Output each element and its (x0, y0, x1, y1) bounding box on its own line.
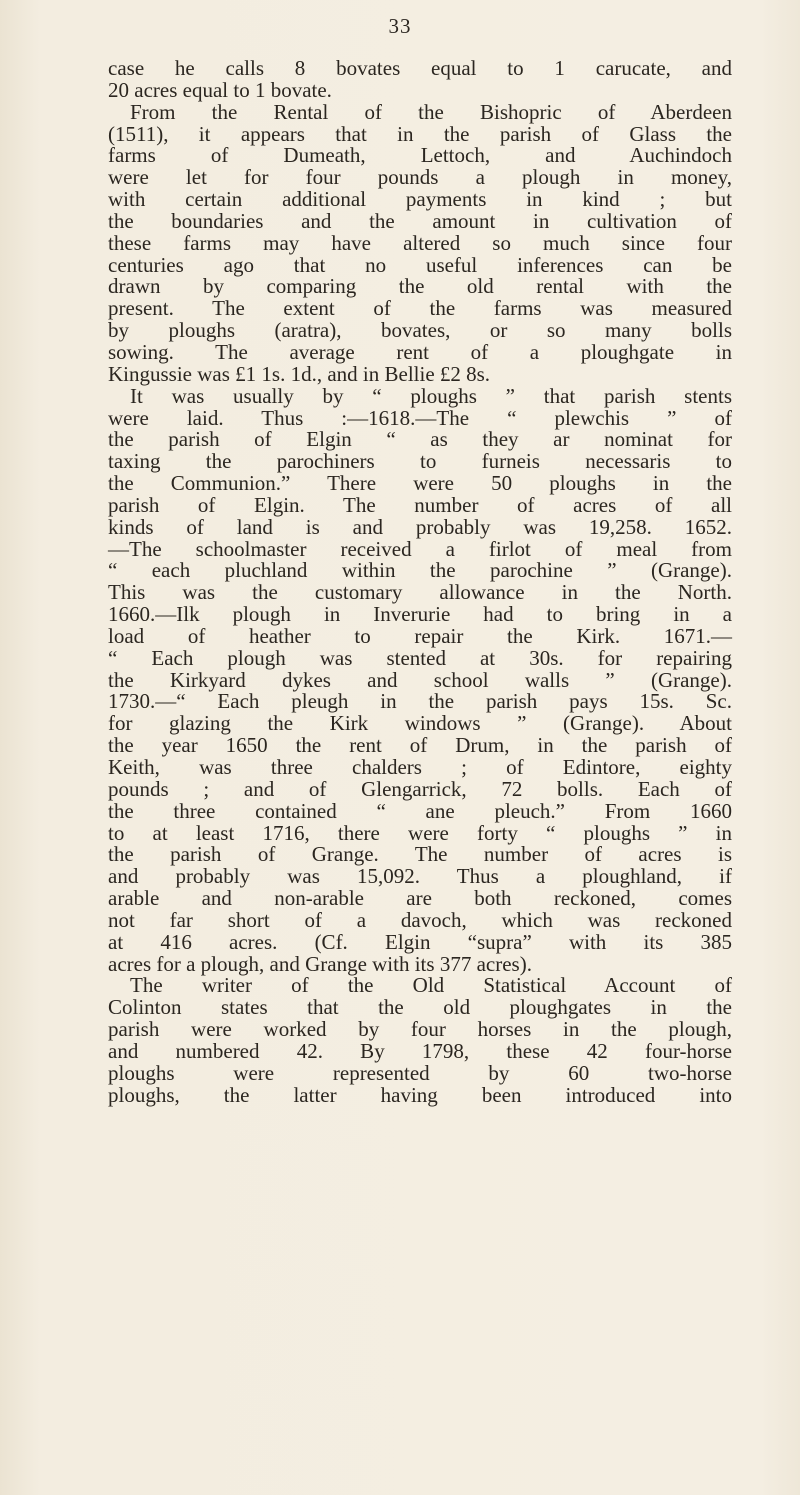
text-line: were laid. Thus :—1618.—The “ plewchis ” of (108, 405, 732, 430)
text-line: This was the customary allowance in the North. (108, 580, 732, 605)
text-line: were let for four pounds a plough in money, (108, 165, 732, 190)
text-line: 1730.—“ Each pleugh in the parish pays 15s. Sc. (108, 689, 732, 714)
text-line: the year 1650 the rent of Drum, in the parish of (108, 733, 732, 758)
text-line: 1660.—Ilk plough in Inverurie had to bring in a (108, 602, 732, 627)
text-line: not far short of a davoch, which was reckoned (108, 907, 732, 932)
text-line: parish were worked by four horses in the plough, (108, 1017, 732, 1042)
text-line: and numbered 42. By 1798, these 42 four-horse (108, 1038, 732, 1063)
page-number: 33 (388, 14, 412, 38)
text-line: Kingussie was £1 1s. 1d., and in Bellie £2 8s. (108, 361, 491, 386)
text-line: and probably was 15,092. Thus a ploughland, if (108, 864, 732, 889)
text-line: the three contained “ ane pleuch.” From 1660 (108, 798, 732, 823)
text-line: 20 acres equal to 1 bovate. (108, 77, 332, 102)
text-line: these farms may have altered so much since four (108, 230, 732, 255)
text-line: sowing. The average rent of a ploughgate in (108, 339, 732, 364)
text-line: ploughs were represented by 60 two-horse (108, 1060, 732, 1085)
text-line: at 416 acres. (Cf. Elgin “supra” with its 385 (108, 929, 732, 954)
text-line: acres for a plough, and Grange with its 377 acres). (108, 951, 532, 976)
text-line: Keith, was three chalders ; of Edintore, eighty (108, 755, 732, 779)
text-line: drawn by comparing the old rental with the (108, 274, 732, 299)
text-line: the parish of Elgin “ as they ar nominat for (108, 427, 732, 452)
text-line: present. The extent of the farms was measured (108, 296, 732, 321)
text-line: The writer of the Old Statistical Account of (130, 973, 732, 998)
text-line: pounds ; and of Glengarrick, 72 bolls. Each of (108, 776, 732, 801)
text-line: farms of Dumeath, Lettoch, and Auchindoch (108, 143, 732, 168)
text-line: to at least 1716, there were forty “ ploughs ” in (108, 820, 732, 845)
text-line: ploughs, the latter having been introduced into (108, 1082, 732, 1107)
text-line: the Kirkyard dykes and school walls ” (Grange). (108, 667, 732, 692)
text-line: load of heather to repair the Kirk. 1671.— (108, 623, 732, 648)
text-line: parish of Elgin. The number of acres of all (108, 492, 732, 517)
text-line: taxing the parochiners to furneis necessaris to (108, 449, 732, 474)
text-line: the boundaries and the amount in cultivation of (108, 208, 732, 233)
text-line: centuries ago that no useful inferences can be (108, 252, 732, 277)
text-line: for glazing the Kirk windows ” (Grange). About (108, 711, 732, 736)
text-line: the parish of Grange. The number of acres is (108, 842, 732, 867)
body-text (108, 58, 732, 1107)
text-line: kinds of land is and probably was 19,258. 1652. (108, 514, 732, 539)
text-line: arable and non-arable are both reckoned, comes (108, 886, 732, 911)
text-line: (1511), it appears that in the parish of Glass the (108, 121, 732, 146)
text-line: From the Rental of the Bishopric of Aberdeen (130, 99, 732, 124)
text-line: Colinton states that the old ploughgates in the (108, 995, 732, 1020)
text-line: “ each pluchland within the parochine ” (Grange). (108, 558, 732, 583)
text-line: with certain additional payments in kind ; but (108, 187, 732, 212)
text-line: by ploughs (aratra), bovates, or so many bolls (108, 318, 732, 343)
text-line: case he calls 8 bovates equal to 1 carucate, and (108, 56, 732, 80)
text-line: the Communion.” There were 50 ploughs in the (108, 471, 732, 496)
text-line: It was usually by “ ploughs ” that parish stents (130, 383, 732, 408)
text-line: “ Each plough was stented at 30s. for repairing (108, 645, 732, 670)
text-line: —The schoolmaster received a firlot of meal from (108, 536, 732, 561)
